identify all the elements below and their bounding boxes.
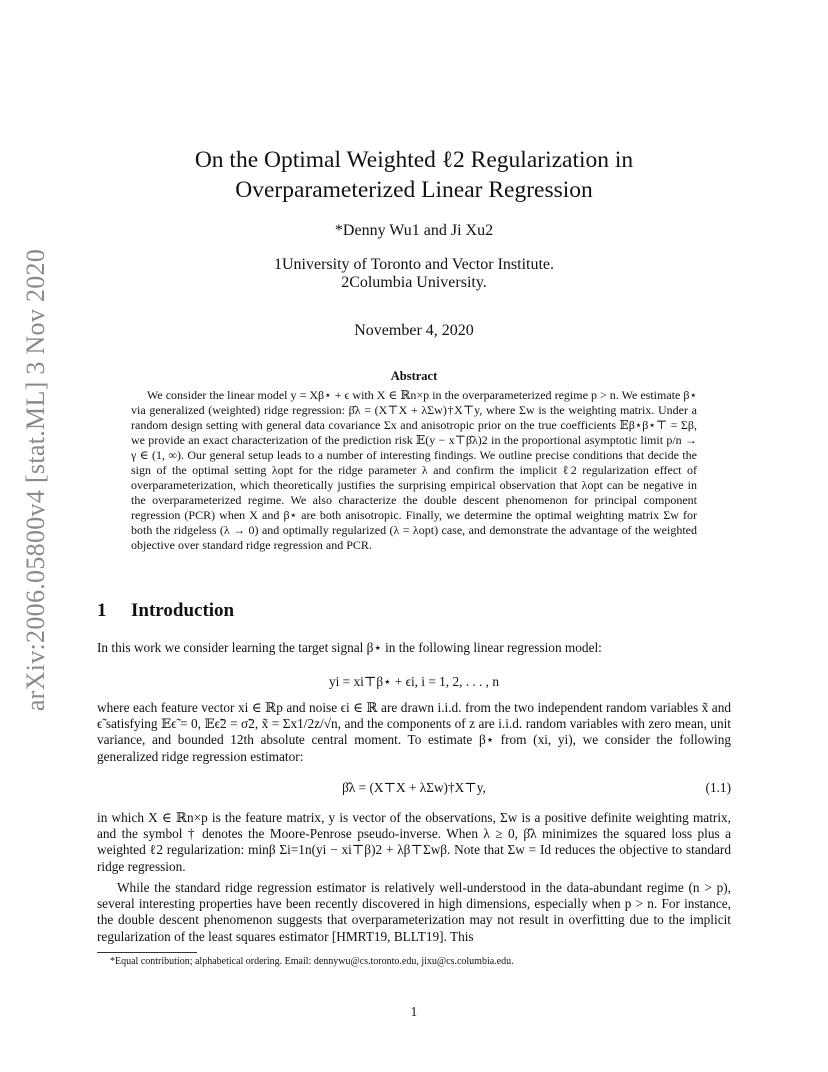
- arxiv-sidebar: [12, 248, 62, 712]
- affiliation-1: 1University of Toronto and Vector Institute.: [273, 256, 555, 273]
- equation-number: (1.1): [705, 780, 731, 795]
- equation-estimator: [97, 780, 731, 796]
- section-number: 1: [97, 600, 107, 621]
- page-number: 1: [410, 1004, 418, 1019]
- affiliation-2: 2Columbia University.: [341, 274, 487, 291]
- title-line-1: On the Optimal Weighted ℓ2 Regularization in: [194, 147, 634, 173]
- intro-paragraph-1: In this work we consider learning the target signal β⋆ in the following linear regression model:: [97, 640, 602, 655]
- authors: *Denny Wu1 and Ji Xu2: [334, 222, 494, 239]
- paper-title: [96, 145, 732, 205]
- intro-paragraph-2: where each feature vector xi ∈ ℝp and noise ϵi ∈ ℝ are drawn i.i.d. from the two independent random variables x̃ and ϵ̃ satisfying 𝔼ϵ̃ = 0, 𝔼ϵ̃2 = σ̃2, x̃ = Σx1/2z/√n, and the components of z are i.i.d. random variables with zero mean, unit variance, and bounded 12th absolute central moment. To estimate β⋆ from (xi, yi), we consider the following generalized ridge regression estimator:: [97, 700, 731, 764]
- title-line-2: Overparameterized Linear Regression: [235, 177, 593, 203]
- paper-date: November 4, 2020: [354, 322, 474, 339]
- abstract-text: We consider the linear model y = Xβ⋆ + ϵ with X ∈ ℝn×p in the overparameterized regime p > n. We estimate β⋆ via generalized (weighted) ridge regression: β̂λ = (X⊤X + λΣw)†X⊤y, where Σw is the weighting matrix. Under a random design setting with general data covariance Σx and anisotropic prior on the true coefficients 𝔼β⋆β⋆⊤ = Σβ, we provide an exact characterization of the prediction risk 𝔼(y − x⊤β̂λ)2 in the proportional asymptotic limit p/n → γ ∈ (1, ∞). Our general setup leads to a number of interesting findings. We outline precise conditions that decide the sign of the optimal setting λopt for the ridge parameter λ and confirm the implicit ℓ2 regularization effect of overparameterization, which theoretically justifies the surprising empirical observation that λopt can be negative in the overparameterized regime. We also characterize the double descent phenomenon for principal component regression (PCR) when X and β⋆ are both anisotropic. Finally, we determine the optimal weighting matrix Σw for both the ridgeless (λ → 0) and optimally regularized (λ = λopt) case, and demonstrate the advantage of the weighted objective over standard ridge regression and PCR.: [131, 388, 697, 552]
- arxiv-identifier: arXiv:2006.05800v4 [stat.ML] 3 Nov 2020: [21, 248, 50, 712]
- equation-estimator-body: β̂λ = (X⊤X + λΣw)†X⊤y,: [342, 780, 486, 795]
- abstract-heading: Abstract: [390, 369, 438, 383]
- footnote-rule: [97, 952, 197, 953]
- intro-paragraph-4: While the standard ridge regression estimator is relatively well-understood in the data-abundant regime (n > p), several interesting properties have been recently discovered in high dimensions, especially when p > n. For instance, the double descent phenomenon suggests that overparameterization may not result in overfitting due to the implicit regularization of the least squares estimator [HMRT19, BLLT19]. This: [97, 880, 731, 944]
- intro-paragraph-3: in which X ∈ ℝn×p is the feature matrix, y is vector of the observations, Σw is a positive definite weighting matrix, and the symbol † denotes the Moore-Penrose pseudo-inverse. When λ ≥ 0, β̂λ minimizes the squared loss plus a weighted ℓ2 regularization: minβ Σi=1n(yi − xi⊤β)2 + λβ⊤Σwβ. Note that Σw = Id reduces the objective to standard ridge regression.: [97, 810, 731, 874]
- equation-model: yi = xi⊤β⋆ + ϵi, i = 1, 2, . . . , n: [329, 674, 499, 689]
- section-heading: [97, 600, 234, 622]
- affiliations: [96, 256, 732, 292]
- section-title: Introduction: [131, 600, 235, 621]
- footnote: *Equal contribution; alphabetical ordering. Email: dennywu@cs.toronto.edu, jixu@cs.columbia.edu.: [110, 956, 514, 967]
